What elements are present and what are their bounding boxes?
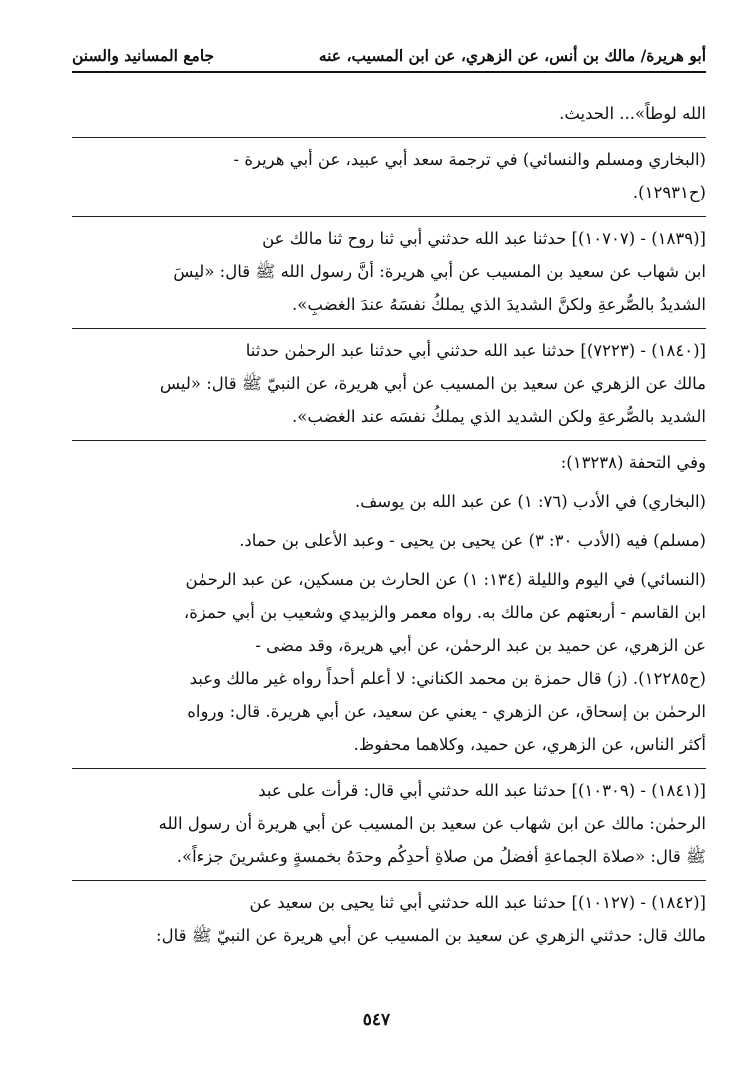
page [72,46,706,952]
text-line: (البخاري) في الأدب (٧٦: ١) عن عبد الله بن يوسف. [354,492,706,511]
text-line: ابن شهاب عن سعيد بن المسيب عن أبي هريرة: أنَّ رسول الله ﷺ قال: «ليسَ [173,262,706,281]
hadith-1842 [72,886,706,952]
text-line: (ح١٢٩٣١). [632,183,706,202]
separator [72,440,706,441]
header-chain: أبو هريرة/ مالك بن أنس، عن الزهري، عن ابن المسيب، عنه [318,46,706,65]
text-line: (النسائي) في اليوم والليلة (١٣٤: ١) عن الحارث بن مسكين، عن عبد الرحمٰن [185,570,706,589]
page-body [72,73,706,952]
text-line: [(١٨٤٠) - (٧٢٢٣)] حدثنا عبد الله حدثني أبي حدثنا عبد الرحمٰن حدثنا [245,341,706,360]
text-line: [(١٨٤١) - (١٠٣٠٩)] حدثنا عبد الله حدثني أبي قال: قرأت على عبد [258,781,706,800]
text-line: الشديد بالصُّرعةِ ولكن الشديد الذي يملكُ نفسَه عند الغضب». [292,407,706,426]
text-line: أكثر الناس، عن الزهري، عن حميد، وكلاهما محفوظ. [353,735,706,754]
separator [72,328,706,329]
text-line: الله لوطاً»... الحديث. [559,104,706,123]
separator [72,216,706,217]
text-line: وفي التحفة (١٣٢٣٨): [560,453,706,472]
paragraph-nasai [72,563,706,761]
text-line: (مسلم) فيه (الأدب ٣٠: ٣) عن يحيى بن يحيى - وعبد الأعلى بن حماد. [239,531,706,550]
text-line: (البخاري ومسلم والنسائي) في ترجمة سعد أبي عبيد، عن أبي هريرة - [233,150,706,169]
text-line: [(١٨٣٩) - (١٠٧٠٧)] حدثنا عبد الله حدثني أبي ثنا روح ثنا مالك عن [262,229,706,248]
text-line: الرحمٰن بن إسحاق، عن الزهري - يعني عن سعيد، عن أبي هريرة. قال: ورواه [187,702,706,721]
text-line: (ح١٢٢٨٥). (ز) قال حمزة بن محمد الكناني: لا أعلم أحداً رواه غير مالك وعبد [189,669,706,688]
paragraph-bukhari [72,485,706,518]
hadith-1839 [72,222,706,321]
text-line: الرحمٰن: مالك عن ابن شهاب عن سعيد بن المسيب عن أبي هريرة أن رسول الله [158,814,706,833]
text-line: ﷺ قال: «صلاة الجماعةِ أفضلُ من صلاةِ أحدِكُم وحدَهُ بخمسةٍ وعشرينَ جزءاً». [176,847,706,866]
header-book-title: جامع المسانيد والسنن [72,46,215,65]
text-line: ابن القاسم - أربعتهم عن مالك به. رواه معمر والزبيدي وشعيب بن أبي حمزة، [183,603,706,622]
separator [72,768,706,769]
paragraph-continuation [72,97,706,130]
text-line: [(١٨٤٢) - (١٠١٢٧)] حدثنا عبد الله حدثني أبي ثنا يحيى بن سعيد عن [249,893,706,912]
paragraph-muslim [72,524,706,557]
separator [72,137,706,138]
text-line: مالك قال: حدثني الزهري عن سعيد بن المسيب عن أبي هريرة عن النبيّ ﷺ قال: [156,926,706,945]
hadith-1841 [72,774,706,873]
text-line: مالك عن الزهري عن سعيد بن المسيب عن أبي هريرة، عن النبيّ ﷺ قال: «ليس [159,374,706,393]
text-line: عن الزهري، عن حميد بن عبد الرحمٰن، عن أبي هريرة، وقد مضى - [255,636,706,655]
page-number: ٥٤٧ [362,1010,391,1030]
paragraph-tuhfa [72,446,706,479]
running-header [72,46,706,71]
hadith-1840 [72,334,706,433]
text-line: الشديدُ بالصُّرعةِ ولكنَّ الشديدَ الذي يملكُ نفسَهُ عندَ الغضبِ». [292,295,706,314]
paragraph-sources [72,143,706,209]
separator [72,880,706,881]
